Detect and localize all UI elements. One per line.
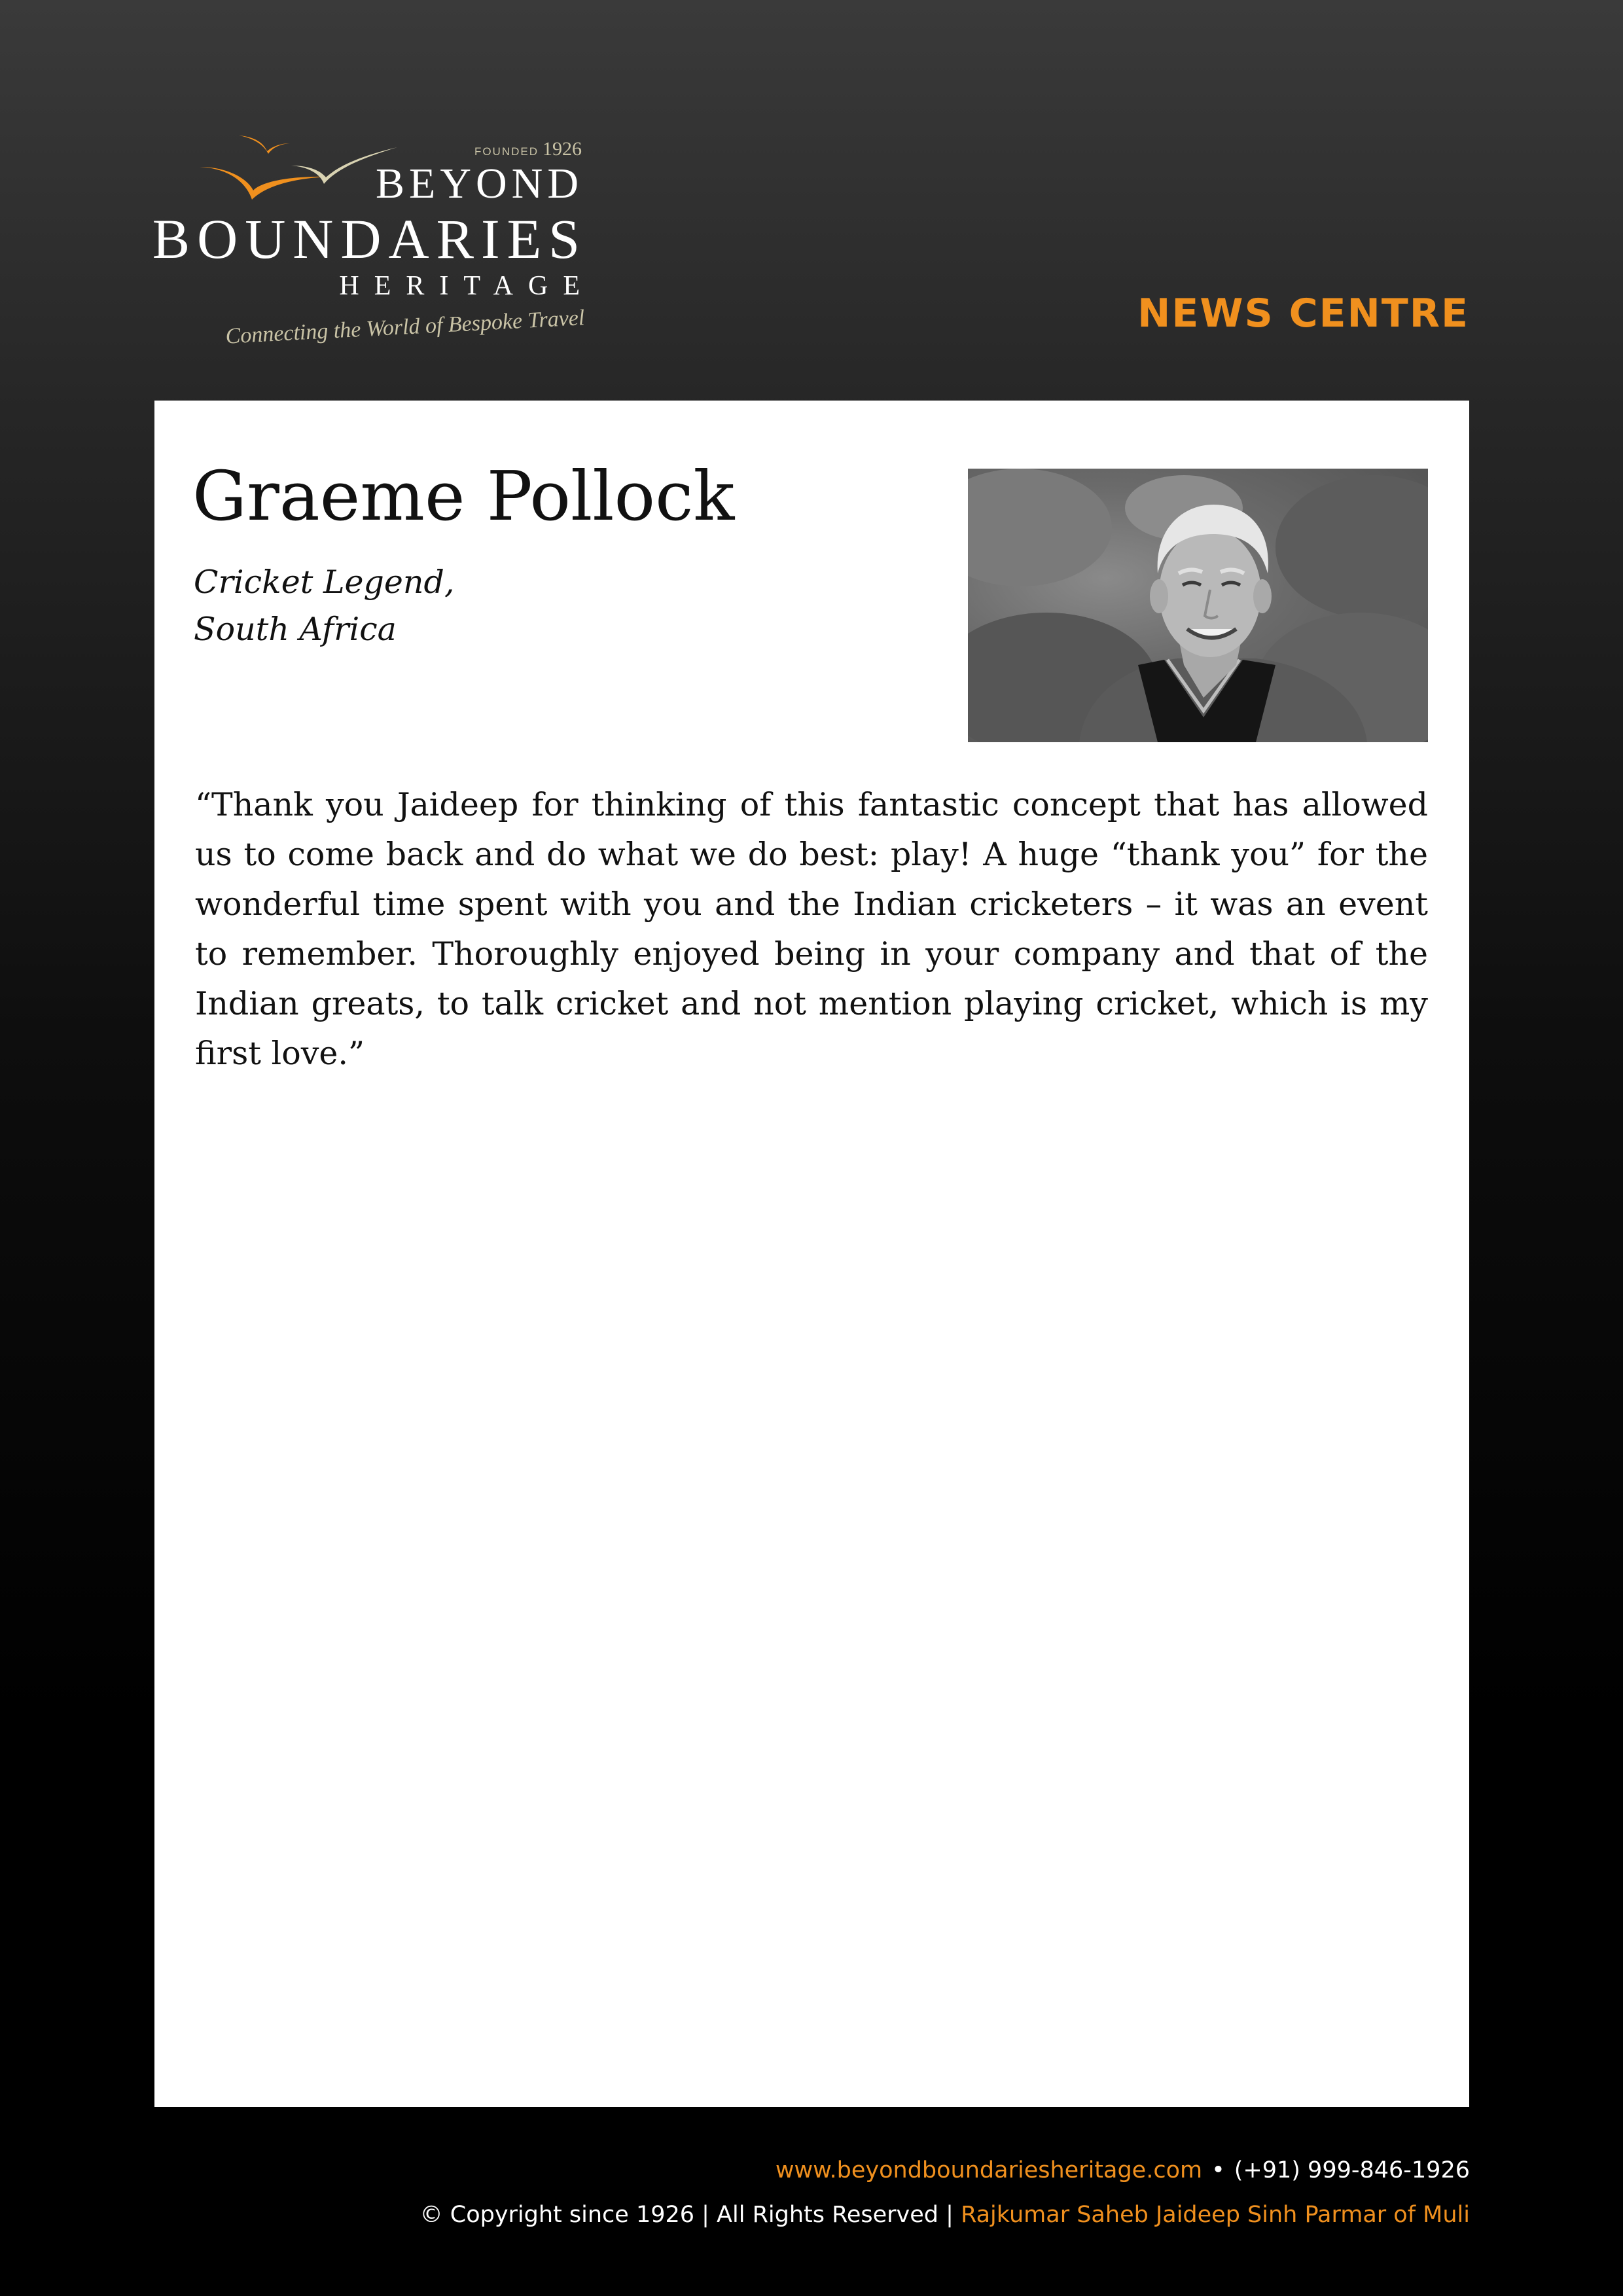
role-line-2: South Africa xyxy=(194,611,397,648)
logo-word-beyond: BEYOND xyxy=(376,160,583,207)
founded-text: FOUNDED xyxy=(474,145,539,158)
section-title: NEWS CENTRE xyxy=(1137,291,1469,336)
owner-name: Rajkumar Saheb Jaideep Sinh Parmar of Muli xyxy=(961,2202,1470,2228)
copyright-text: © Copyright since 1926 | All Rights Reserved | xyxy=(419,2202,954,2228)
person-photo xyxy=(968,469,1428,742)
logo-word-boundaries: BOUNDARIES xyxy=(152,207,587,270)
content-panel xyxy=(154,401,1469,2107)
footer-bullet: • xyxy=(1211,2157,1225,2183)
phone-number: (+91) 999-846-1926 xyxy=(1234,2157,1470,2183)
footer-contact xyxy=(776,2157,1470,2183)
person-name: Graeme Pollock xyxy=(192,456,735,536)
founded-label xyxy=(474,138,582,160)
brand-logo xyxy=(152,128,595,349)
person-role xyxy=(194,559,454,653)
founded-year: 1926 xyxy=(543,138,582,160)
footer-copyright xyxy=(420,2202,1470,2228)
flying-birds-icon xyxy=(193,128,402,213)
role-line-1: Cricket Legend, xyxy=(194,564,455,601)
logo-tagline: Connecting the World of Bespoke Travel xyxy=(224,306,585,349)
website-link[interactable]: www.beyondboundariesheritage.com xyxy=(775,2157,1203,2183)
logo-word-heritage: HERITAGE xyxy=(339,271,595,301)
testimonial-quote: “Thank you Jaideep for thinking of this fantastic concept that has allowed us to come back and do what we do best: play! A huge “thank you” for the wonderful time spent with you and the Indian cricketers – it was an event to remember. Thoroughly enjoyed being in your company and that of the Indian greats, to talk cricket and not mention playing cricket, which is my first love.” xyxy=(195,786,1428,1072)
